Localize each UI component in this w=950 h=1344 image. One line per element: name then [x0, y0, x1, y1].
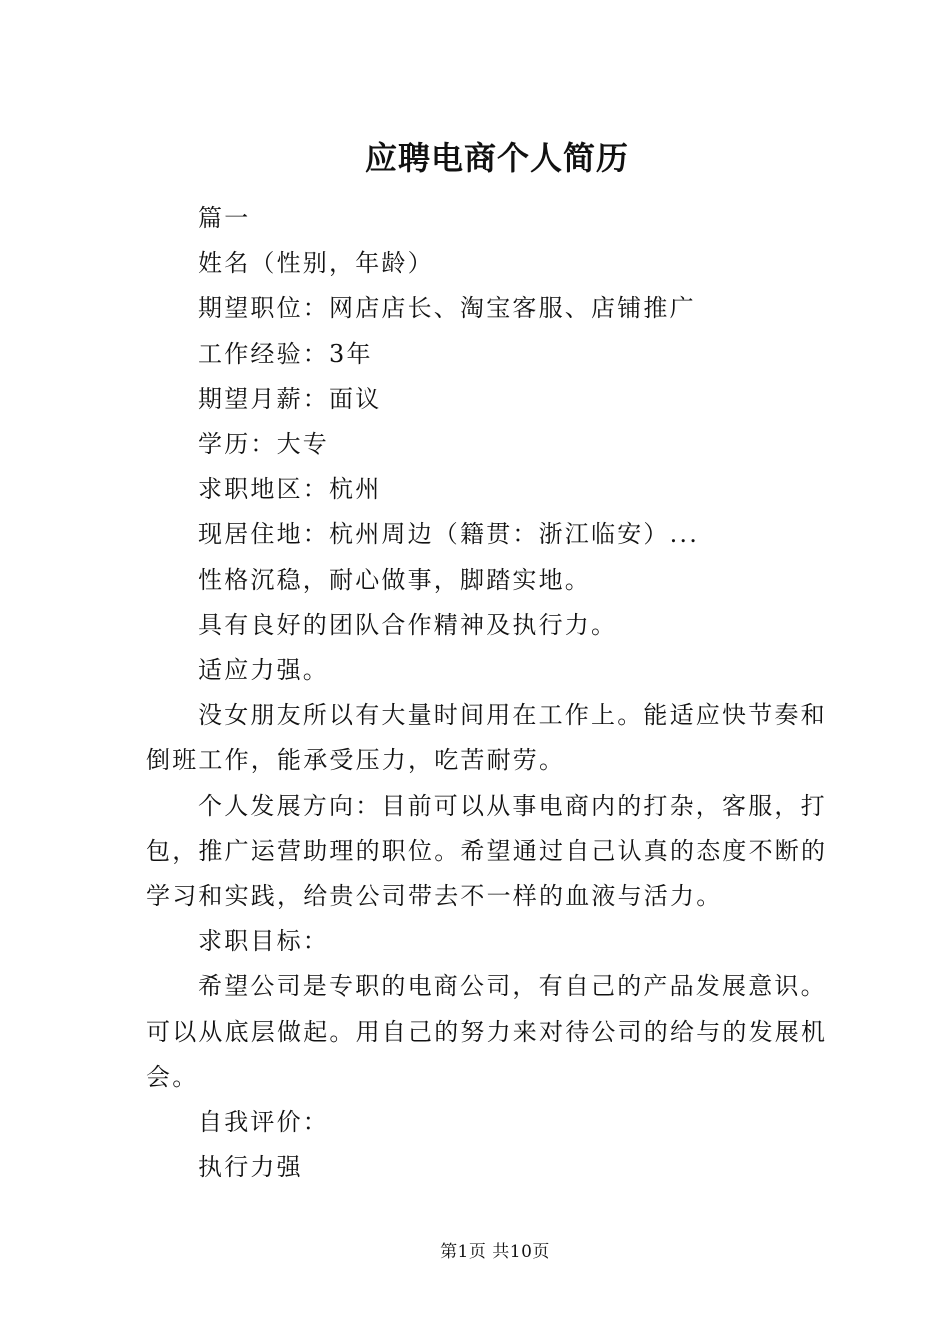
paragraph: 姓名（性别，年龄）: [198, 249, 434, 278]
paragraph: 执行力强: [198, 1153, 303, 1182]
paragraph: 适应力强。: [198, 656, 329, 685]
paragraph: 篇一: [198, 204, 251, 232]
paragraph: 自我评价：: [198, 1108, 329, 1137]
document-body: [146, 196, 836, 1190]
paragraph: 求职目标：: [198, 927, 329, 956]
paragraph: 现居住地：杭州周边（籍贯：浙江临安）...: [198, 520, 700, 549]
paragraph: 个人发展方向：目前可以从事电商内的打杂，客服，打包，推广运营助理的职位。希望通过自己认真的态度不断的学习和实践，给贵公司带去不一样的血液与活力。: [146, 791, 828, 911]
paragraph: 学历：大专: [198, 430, 329, 459]
document-title: 应聘电商个人简历: [364, 139, 629, 177]
page-number-footer: 第1页 共10页: [440, 1242, 550, 1262]
paragraph: 希望公司是专职的电商公司，有自己的产品发展意识。可以从底层做起。用自己的努力来对待公司的给与的发展机会。: [146, 972, 828, 1091]
paragraph: 没女朋友所以有大量时间用在工作上。能适应快节奏和倒班工作，能承受压力，吃苦耐劳。: [146, 701, 827, 775]
paragraph: 具有良好的团队合作精神及执行力。: [198, 610, 618, 639]
paragraph: 求职地区：杭州: [198, 475, 382, 504]
paragraph: 性格沉稳，耐心做事，脚踏实地。: [198, 565, 591, 594]
paragraph: 期望月薪：面议: [198, 384, 382, 413]
paragraph: 期望职位：网店店长、淘宝客服、店铺推广: [198, 294, 696, 323]
paragraph: 工作经验：3年: [198, 339, 373, 368]
